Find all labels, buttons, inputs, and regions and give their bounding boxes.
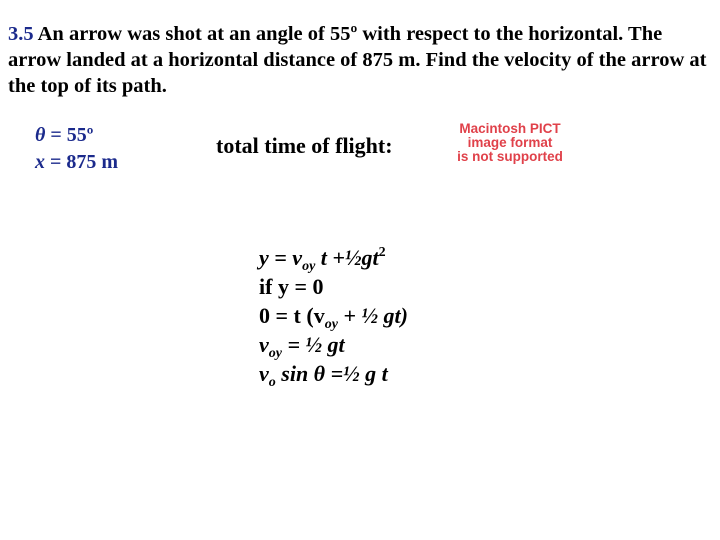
eq1-subscript: oy [302, 259, 316, 274]
eq5-part-b: sin θ =½ g t [275, 361, 388, 386]
pict-line-3: is not supported [457, 149, 563, 164]
x-symbol: x [35, 151, 45, 173]
problem-text: An arrow was shot at an angle of 55º with respect to the horizontal. The arrow landed at a horizontal distance of 875 m. Find the velocity of the arrow at the top of its path. [8, 23, 707, 97]
unsupported-image-placeholder [440, 122, 580, 164]
given-angle [35, 122, 118, 149]
eq1-part-a: y = v [259, 245, 303, 270]
equation-line-4 [259, 330, 408, 359]
eq1-superscript: 2 [378, 245, 386, 260]
equation-line-5 [259, 359, 408, 388]
theta-value: = 55º [45, 124, 94, 146]
pict-line-1: Macintosh PICT [459, 121, 561, 136]
problem-number: 3.5 [8, 23, 34, 45]
eq4-part-a: v [259, 332, 269, 357]
eq5-subscript: o [268, 375, 276, 390]
eq4-subscript: oy [268, 346, 282, 361]
given-values [35, 122, 118, 176]
equation-line-1 [259, 243, 408, 272]
problem-statement [8, 21, 714, 99]
x-value: = 875 m [45, 151, 119, 173]
pict-line-2: image format [467, 135, 553, 150]
given-distance [35, 149, 118, 176]
equation-line-3 [259, 301, 408, 330]
eq3-part-a: 0 = t (v [259, 303, 325, 328]
eq3-part-b: + ½ gt) [337, 303, 408, 328]
theta-symbol: θ [35, 124, 46, 146]
equation-block [259, 243, 408, 388]
eq1-part-b: t +½gt [315, 245, 379, 270]
equation-line-2: if y = 0 [259, 274, 324, 299]
eq3-subscript: oy [324, 317, 338, 332]
eq5-part-a: v [259, 361, 269, 386]
eq4-part-b: = ½ gt [281, 332, 345, 357]
time-of-flight-label: total time of flight: [216, 133, 393, 158]
